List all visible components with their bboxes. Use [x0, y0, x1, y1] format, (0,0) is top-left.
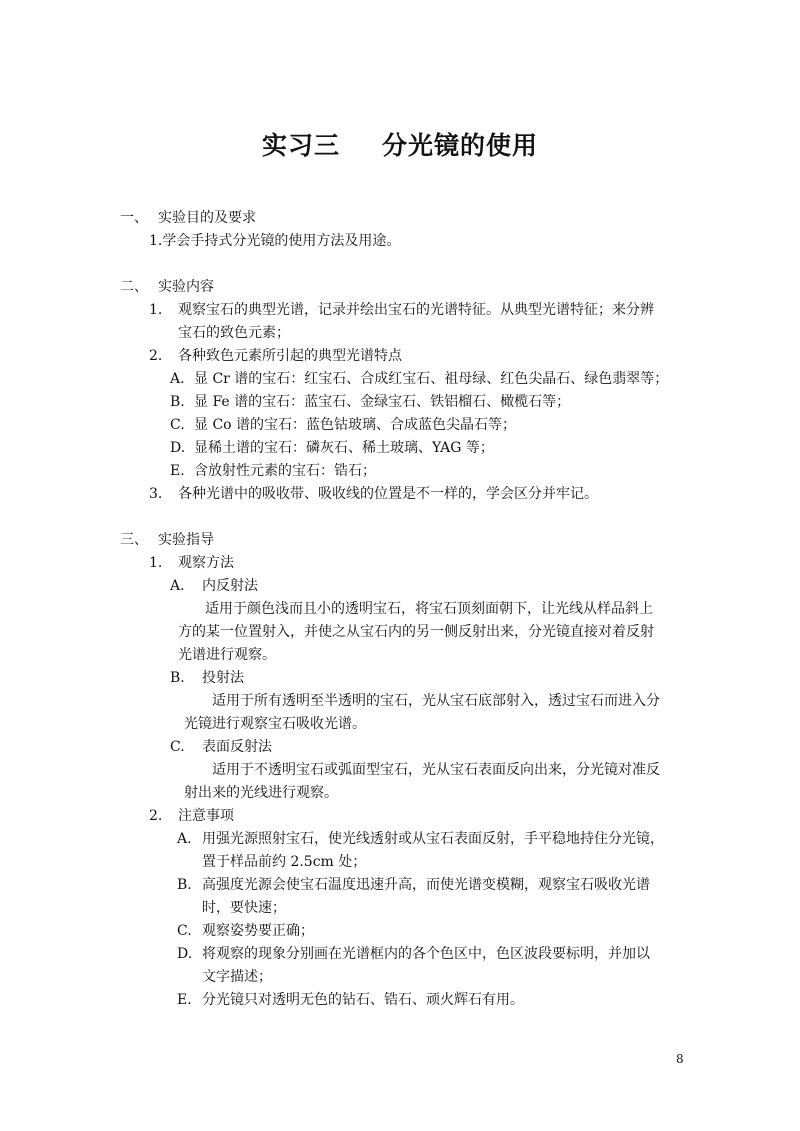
section3-item1-num: 1. — [149, 555, 163, 571]
section2-item2-a-text: 显 Cr 谱的宝石：红宝石、合成红宝石、祖母绿、红色尖晶石、绿色翡翠等； — [194, 371, 669, 387]
section2-item3-text: 各种光谱中的吸收带、吸收线的位置是不一样的，学会区分并牢记。 — [178, 486, 598, 502]
section2-item2-c-text: 显 Co 谱的宝石：蓝色钴玻璃、合成蓝色尖晶石等； — [194, 417, 517, 433]
section3-item1-a-line2: 方的某一位置射入，并使之从宝石内的另一侧反射出来，分光镜直接对着反射 — [178, 624, 654, 640]
section3-item1-b-title: 投射法 — [202, 670, 244, 686]
section3-item1-c-line1: 适用于不透明宝石或弧面型宝石，光从宝石表面反向出来，分光镜对准反 — [212, 762, 660, 778]
section2-item2-text: 各种致色元素所引起的典型光谱特点 — [178, 348, 402, 364]
section3-item1-c-title: 表面反射法 — [202, 739, 272, 755]
section3-item2-a-line2: 置于样品前约 2.5cm 处； — [202, 854, 367, 870]
section3-item1-text: 观察方法 — [178, 555, 234, 571]
section3-item1-b-line1: 适用于所有透明至半透明的宝石，光从宝石底部射入，透过宝石而进入分 — [212, 693, 660, 709]
section2-marker: 二、 — [120, 279, 148, 295]
section3-item2-d-line1: 将观察的现象分别画在光谱框内的各个色区中，色区波段要标明，并加以 — [202, 946, 650, 962]
section3-item2-e-num: E. — [177, 992, 192, 1008]
section2-item2-a-num: A. — [170, 371, 185, 387]
section3-item1-a-title: 内反射法 — [202, 578, 258, 594]
section1-heading: 实验目的及要求 — [158, 210, 256, 226]
section3-item2-e-line1: 分光镜只对透明无色的钻石、锆石、顽火辉石有用。 — [202, 992, 524, 1008]
section3-item2-text: 注意事项 — [178, 808, 234, 824]
section1-item1: 1.学会手持式分光镜的使用方法及用途。 — [149, 233, 401, 249]
section1-marker: 一、 — [120, 210, 148, 226]
section2-item2-e-text: 含放射性元素的宝石：锆石； — [194, 463, 376, 479]
section2-item2-c-num: C. — [170, 417, 185, 433]
section3-item2-d-line2: 文字描述； — [202, 969, 272, 985]
section2-item1-num: 1. — [149, 302, 163, 318]
section3-item2-c-line1: 观察姿势要正确； — [202, 923, 314, 939]
section2-item3-num: 3. — [149, 486, 163, 502]
section3-item2-b-line2: 时，要快速； — [202, 900, 286, 916]
section3-marker: 三、 — [120, 532, 148, 548]
page-number: 8 — [676, 1052, 684, 1066]
section3-item2-num: 2. — [149, 808, 163, 824]
section3-item1-a-line1: 适用于颜色浅而且小的透明宝石，将宝石顶刻面朝下，让光线从样品斜上 — [205, 601, 653, 617]
section2-item2-num: 2. — [149, 348, 163, 364]
section3-item2-d-num: D. — [177, 946, 193, 962]
section2-item1-line2: 宝石的致色元素； — [178, 325, 290, 341]
section3-item2-b-line1: 高强度光源会使宝石温度迅速升高，而使光谱变模糊，观察宝石吸收光谱 — [202, 877, 650, 893]
section2-item2-d-text: 显稀土谱的宝石：磷灰石、稀土玻璃、YAG 等； — [194, 440, 494, 456]
section3-item1-a-line3: 光谱进行观察。 — [178, 647, 276, 663]
section3-item1-c-num: C. — [170, 739, 185, 755]
section2-item2-d-num: D. — [170, 440, 186, 456]
section2-item2-b-text: 显 Fe 谱的宝石：蓝宝石、金绿宝石、铁铝榴石、橄榄石等； — [194, 394, 571, 410]
section2-item2-e-num: E. — [170, 463, 185, 479]
section2-item1-line1: 观察宝石的典型光谱，记录并绘出宝石的光谱特征。从典型光谱特征；来分辨 — [178, 302, 654, 318]
section3-item2-c-num: C. — [177, 923, 192, 939]
section3-item1-b-line2: 光镜进行观察宝石吸收光谱。 — [184, 716, 366, 732]
section2-heading: 实验内容 — [158, 279, 214, 295]
section3-item2-a-num: A. — [177, 831, 192, 847]
section3-item1-b-num: B. — [170, 670, 185, 686]
section3-item1-c-line2: 射出来的光线进行观察。 — [184, 785, 338, 801]
section3-item1-a-num: A. — [170, 578, 185, 594]
title-part2: 分光镜的使用 — [382, 131, 539, 160]
page-title — [0, 126, 800, 162]
section2-item2-b-num: B. — [170, 394, 185, 410]
section3-item2-b-num: B. — [177, 877, 192, 893]
section3-heading: 实验指导 — [158, 532, 214, 548]
section3-item2-a-line1: 用强光源照射宝石，使光线透射或从宝石表面反射，手平稳地持住分光镜， — [202, 831, 664, 847]
title-part1: 实习三 — [261, 131, 340, 160]
